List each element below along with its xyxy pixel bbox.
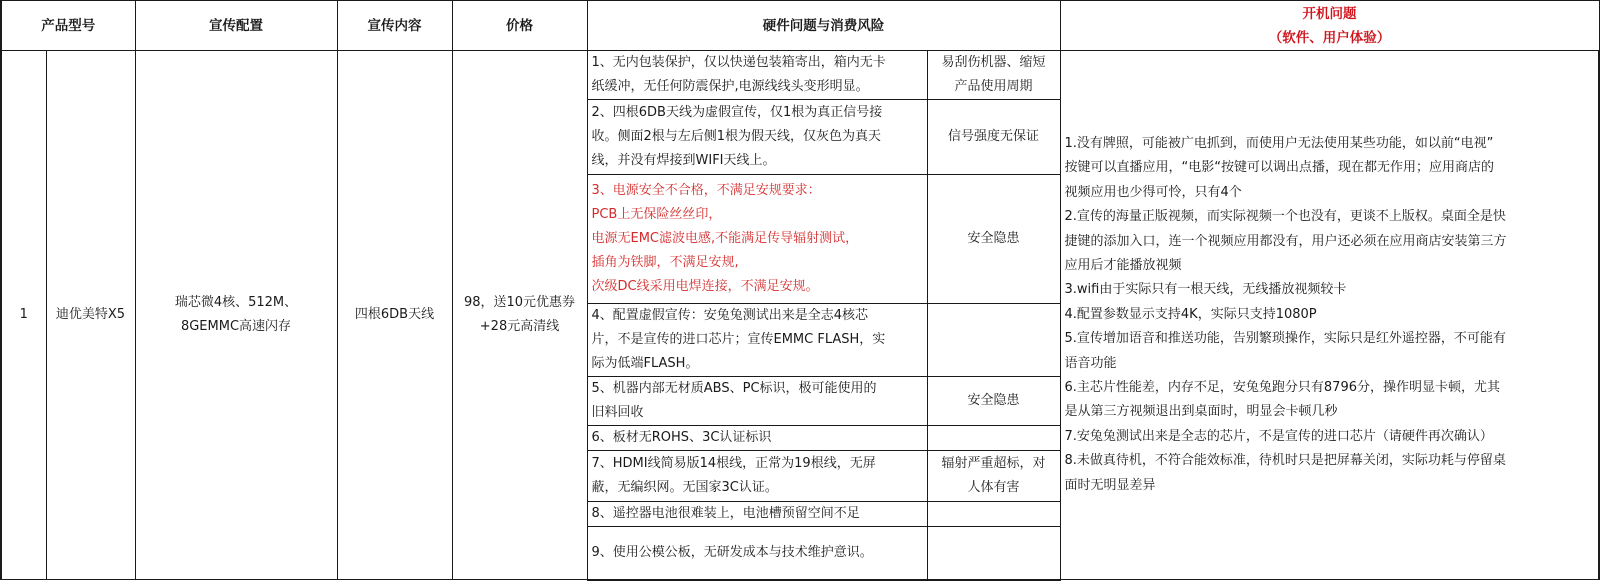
software-issue-line: 3.wifi由于实际只有一根天线，无线播放视频较卡	[1064, 282, 1347, 298]
hardware-risk	[927, 304, 1060, 377]
hardware-risk	[927, 175, 1060, 304]
hardware-issue-line: 1、无内包装保护，仅以快递包装箱寄出，箱内无卡	[591, 55, 886, 70]
hardware-risk-line: 辐射严重超标，对	[941, 456, 1046, 471]
hardware-issue-text	[587, 451, 927, 502]
software-issue-line: 4.配置参数显示支持4K，实际只支持1080P	[1064, 306, 1317, 322]
software-issue-line: 2.宣传的海量正版视频，而实际视频一个也没有，更谈不上版权。桌面全是快	[1064, 209, 1506, 225]
hardware-risk	[927, 100, 1060, 175]
hardware-risk-line: 人体有害	[967, 480, 1020, 495]
product-content	[337, 51, 452, 580]
hardware-issue-text	[587, 502, 927, 527]
hardware-issue-line: 片，不是宣传的进口芯片；宣传EMMC FLASH，实	[591, 332, 886, 347]
software-issue-line: 语音功能	[1064, 355, 1117, 371]
product-index-text: 1	[19, 307, 28, 322]
software-issue-line: 应用后才能播放视频	[1064, 257, 1182, 273]
hardware-issue-line: 5、机器内部无材质ABS、PC标识，极可能使用的	[591, 381, 877, 396]
software-issue-line: 1.没有牌照，可能被广电抓到，而使用户无法使用某些功能，如以前“电视”	[1064, 135, 1494, 151]
software-issue-line: 7.安兔兔测试出来是全志的芯片，不是宣传的进口芯片（请硬件再次确认）	[1064, 428, 1493, 444]
hardware-issue-text	[587, 51, 927, 100]
header-content: 宣传内容	[337, 1, 452, 51]
product-price	[452, 51, 587, 580]
hardware-risk-line: 产品使用周期	[954, 79, 1033, 94]
hardware-issue-line: 3、电源安全不合格，不满足安规要求：	[591, 183, 821, 198]
hardware-risk	[927, 377, 1060, 426]
hardware-issue-line: 插角为铁脚，不满足安规,	[591, 255, 739, 270]
hardware-risk	[927, 451, 1060, 502]
header-hardware: 硬件问题与消费风险	[587, 1, 1060, 51]
header-software-title: 开机问题	[1302, 5, 1357, 22]
hardware-issue-line: 旧料回收	[591, 405, 644, 420]
product-content-text: 四根6DB天线	[354, 307, 435, 322]
header-config: 宣传配置	[135, 1, 337, 51]
hardware-issue-line: 9、使用公模公板，无研发成本与技术维护意识。	[591, 544, 873, 560]
hardware-issue-line: 7、HDMI线简易版14根线，正常为19根线，无屏	[591, 456, 876, 471]
hardware-issue-line: 纸缓冲，无任何防震保护,电源线线头变形明显。	[591, 79, 869, 94]
header-software-subtitle: （软件、用户体验）	[1268, 29, 1391, 46]
hardware-risk	[927, 502, 1060, 527]
product-price-text: +28元高清线	[479, 319, 560, 334]
hardware-risk	[927, 426, 1060, 451]
software-issues	[1060, 51, 1599, 580]
software-issue-line: 捷键的添加入口，连一个视频应用都没有，用户还必须在应用商店安装第三方	[1064, 233, 1507, 249]
hardware-issue-text	[587, 377, 927, 426]
hardware-risk-line: 安全隐患	[967, 231, 1020, 246]
product-config-text: 瑞芯微4核、512M、	[174, 295, 298, 310]
header-software	[1060, 1, 1599, 51]
hardware-risk-line: 易刮伤机器、缩短	[941, 55, 1046, 70]
software-issue-line: 5.宣传增加语音和推送功能，告别繁琐操作，实际只是红外遥控器，不可能有	[1064, 331, 1506, 347]
product-model-text: 迪优美特X5	[55, 307, 126, 322]
hardware-issue-line: 蔽，无编织网。无国家3C认证。	[591, 480, 778, 495]
product-price-text: 98，送10元优惠券	[463, 295, 576, 310]
hardware-issue-row	[1, 51, 1599, 100]
hardware-issue-text	[587, 426, 927, 451]
hardware-issue-text	[587, 304, 927, 377]
hardware-issue-line: 6、板材无ROHS、3C认证标识	[591, 430, 772, 445]
hardware-issue-line: 2、四根6DB天线为虚假宣传，仅1根为真正信号接	[591, 105, 883, 120]
hardware-issue-line: 电源无EMC滤波电感,不能满足传导辐射测试，	[591, 231, 859, 246]
software-issue-line: 8.未做真待机，不符合能效标准，待机时只是把屏幕关闭，实际功耗与停留桌	[1064, 453, 1506, 469]
hardware-risk-line: 信号强度无保证	[947, 129, 1039, 144]
hardware-issue-text	[587, 175, 927, 304]
hardware-risk	[927, 527, 1060, 580]
header-price: 价格	[452, 1, 587, 51]
hardware-issue-line: 8、遥控器电池很难装上，电池槽预留空间不足	[591, 506, 860, 521]
product-model	[46, 51, 135, 580]
hardware-issue-line: 线，并没有焊接到WIFI天线上。	[591, 153, 776, 168]
hardware-issue-line: 4、配置虚假宣传：安兔兔测试出来是全志4核芯	[591, 308, 869, 323]
hardware-issue-line: PCB上无保险丝丝印，	[591, 207, 722, 222]
software-issue-line: 按键可以直播应用，“电影“按键可以调出点播，现在都无作用；应用商店的	[1064, 160, 1494, 176]
software-issue-line: 面时无明显差异	[1064, 477, 1156, 493]
product-config	[135, 51, 337, 580]
product-index	[1, 51, 46, 580]
header-row	[1, 1, 1599, 51]
software-issue-line: 是从第三方视频退出到桌面时，明显会卡顿几秒	[1064, 404, 1338, 420]
header-model: 产品型号	[1, 1, 135, 51]
hardware-issue-line: 际为低端FLASH。	[591, 356, 699, 371]
software-issue-line: 视频应用也少得可怜，只有4个	[1064, 184, 1242, 200]
hardware-issue-line: 收。侧面2根与左后侧1根为假天线，仅灰色为真天	[591, 129, 882, 144]
software-issue-line: 6.主芯片性能差，内存不足，安兔兔跑分只有8796分，操作明显卡顿，尤其	[1064, 380, 1500, 396]
hardware-risk-line: 安全隐患	[967, 393, 1020, 408]
hardware-risk	[927, 51, 1060, 100]
product-config-text: 8GEMMC高速闪存	[180, 319, 292, 334]
hardware-issue-text	[587, 100, 927, 175]
hardware-issue-line: 次级DC线采用电焊连接，不满足安规。	[591, 279, 819, 294]
hardware-issue-text	[587, 527, 927, 580]
